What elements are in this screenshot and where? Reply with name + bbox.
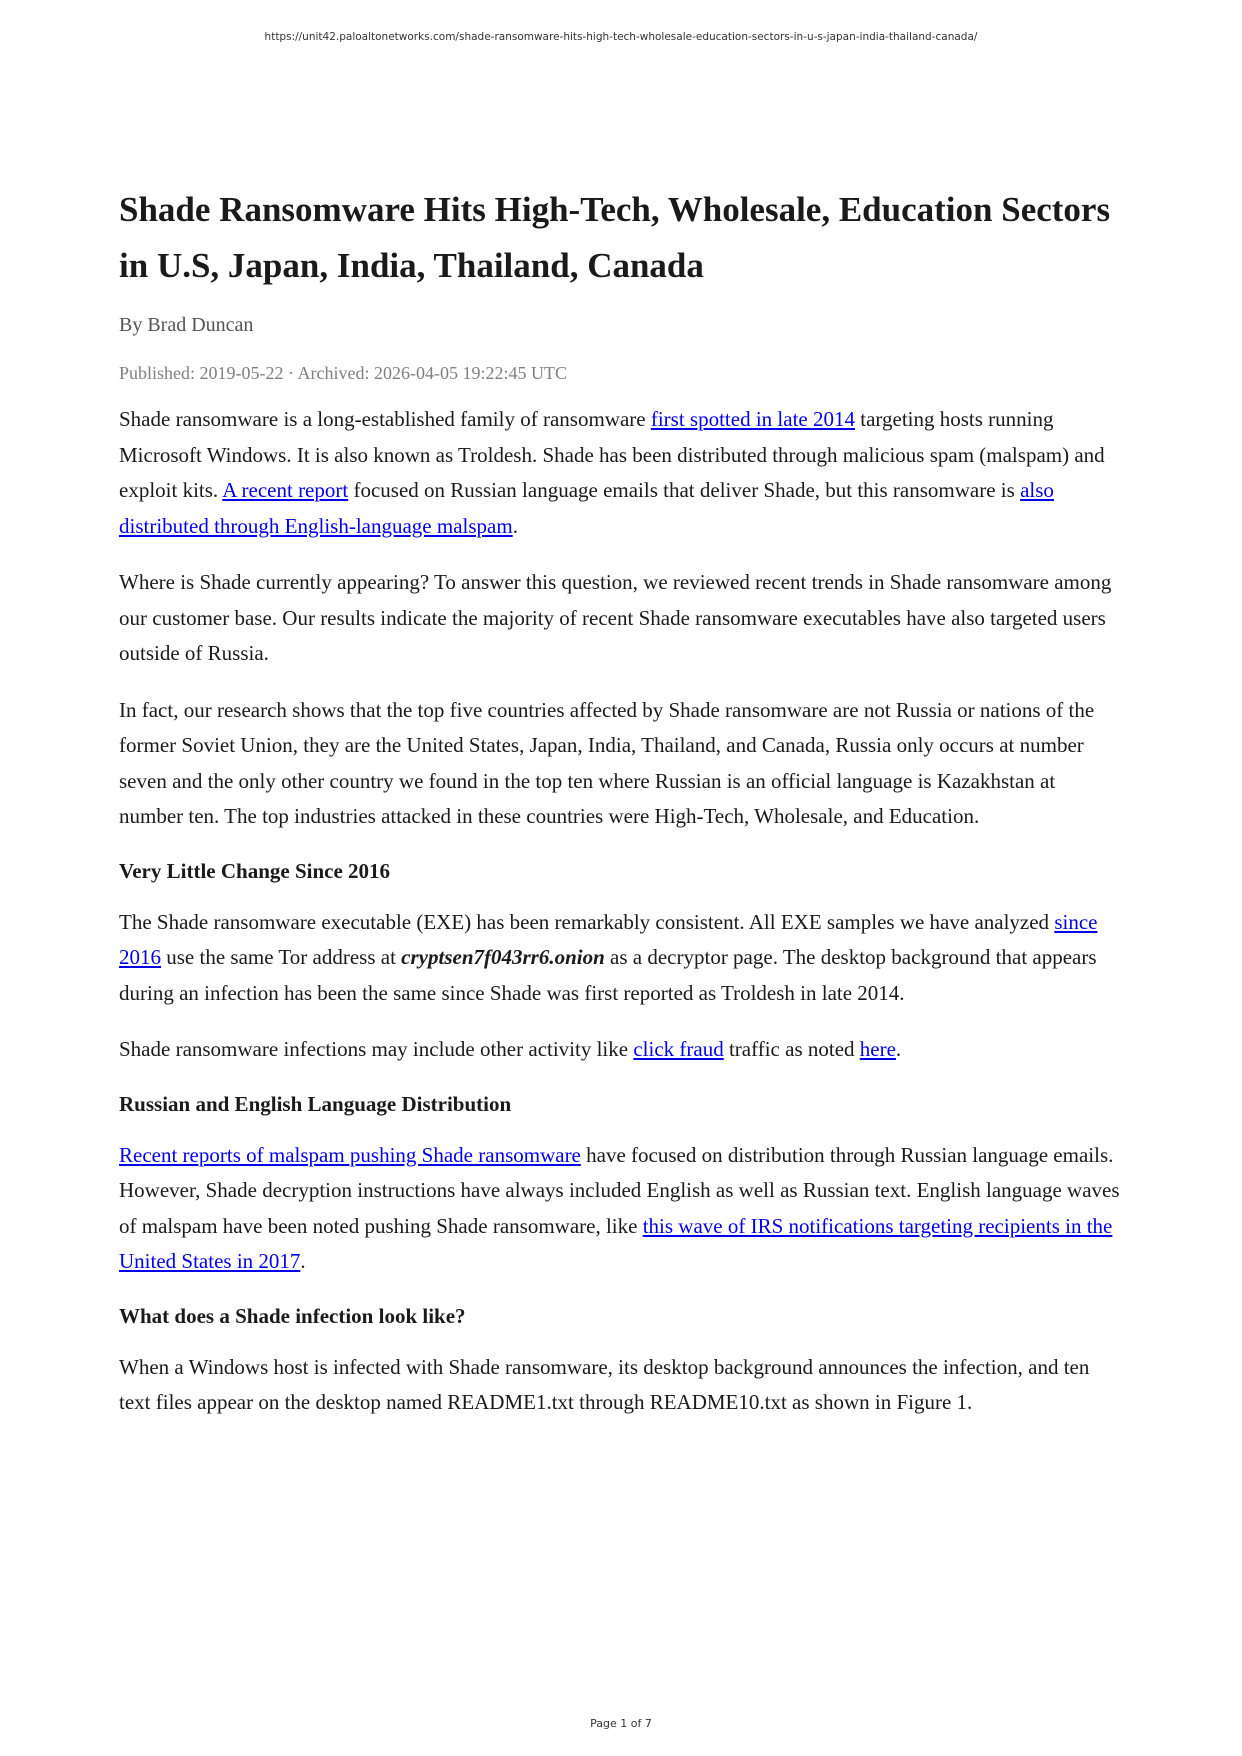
link-recent-report[interactable]: A recent report	[222, 478, 349, 502]
article-title: Shade Ransomware Hits High-Tech, Wholesale, Education Sectors in U.S, Japan, India, Thailand, Canada	[119, 190, 1111, 285]
source-url: https://unit42.paloaltonetworks.com/shade-ransomware-hits-high-tech-wholesale-education-sectors-in-u-s-japan-india-thailand-canada/	[264, 31, 978, 43]
link-click-fraud[interactable]: click fraud	[633, 1037, 724, 1061]
article	[119, 190, 1124, 1421]
link-since-2016[interactable]: since 2016	[119, 909, 1098, 969]
paragraph-countries: In fact, our research shows that the top five countries affected by Shade ransomware are not Russia or nations of the former Soviet Union, they are the United States, Japan, India, Thailand, and Canada, Russia only occurs at number seven and the only other country we found in the top ten where Russian is an official language is Kazakhstan at number ten. The top industries attacked in these countries were High-Tech, Wholesale, and Education.	[119, 697, 1095, 828]
paragraph-exe: The Shade ransomware executable (EXE) has been remarkably consistent. All EXE samples we have analyzed since 2016 use the same Tor address at cryptsen7f043rr6.onion as a decryptor page. The desktop background that appears during an infection has been the same since Shade was first reported as Troldesh in late 2014.	[119, 909, 1098, 1005]
page-number: Page 1 of 7	[590, 1717, 652, 1730]
link-first-spotted[interactable]: first spotted in late 2014	[650, 407, 855, 431]
author-byline: By Brad Duncan	[119, 314, 254, 336]
section-heading-little-change: Very Little Change Since 2016	[119, 858, 391, 883]
paragraph-intro: Shade ransomware is a long-established family of ransomware first spotted in late 2014 targeting hosts running Microsoft Windows. It is also known as Troldesh. Shade has been distributed through malicious spam (malspam) and exploit kits. A recent report focused on Russian language emails that deliver Shade, but this ransomware is also distributed through English-language malspam.	[119, 407, 1105, 538]
link-recent-reports-malspam[interactable]: Recent reports of malspam pushing Shade ransomware	[119, 1142, 581, 1167]
publish-meta: Published: 2019-05-22 · Archived: 2026-04-05 19:22:45 UTC	[119, 363, 567, 383]
paragraph-click-fraud: Shade ransomware infections may include other activity like click fraud traffic as noted here.	[119, 1037, 902, 1061]
link-here[interactable]: here	[859, 1037, 896, 1061]
section-heading-distribution: Russian and English Language Distribution	[119, 1091, 512, 1116]
tor-address: cryptsen7f043rr6.onion	[401, 945, 605, 969]
paragraph-where: Where is Shade currently appearing? To answer this question, we reviewed recent trends in Shade ransomware among our customer base. Our results indicate the majority of recent Shade ransomware executables have also targeted users outside of Russia.	[119, 570, 1112, 665]
paragraph-distribution: Recent reports of malspam pushing Shade ransomware have focused on distribution through Russian language emails. However, Shade decryption instructions have always included English as well as Russian text. English language waves of malspam have been noted pushing Shade ransomware, like this wave of IRS notifications targeting recipients in the United States in 2017.	[119, 1142, 1120, 1273]
link-irs-wave[interactable]: this wave of IRS notifications targeting recipients in the United States in 2017	[119, 1213, 1113, 1273]
section-heading-infection: What does a Shade infection look like?	[119, 1303, 466, 1328]
link-english-malspam[interactable]: also distributed through English-language malspam	[119, 478, 1054, 538]
paragraph-infection: When a Windows host is infected with Shade ransomware, its desktop background announces the infection, and ten text files appear on the desktop named README1.txt through README10.txt as shown in Figure 1.	[119, 1354, 1090, 1414]
